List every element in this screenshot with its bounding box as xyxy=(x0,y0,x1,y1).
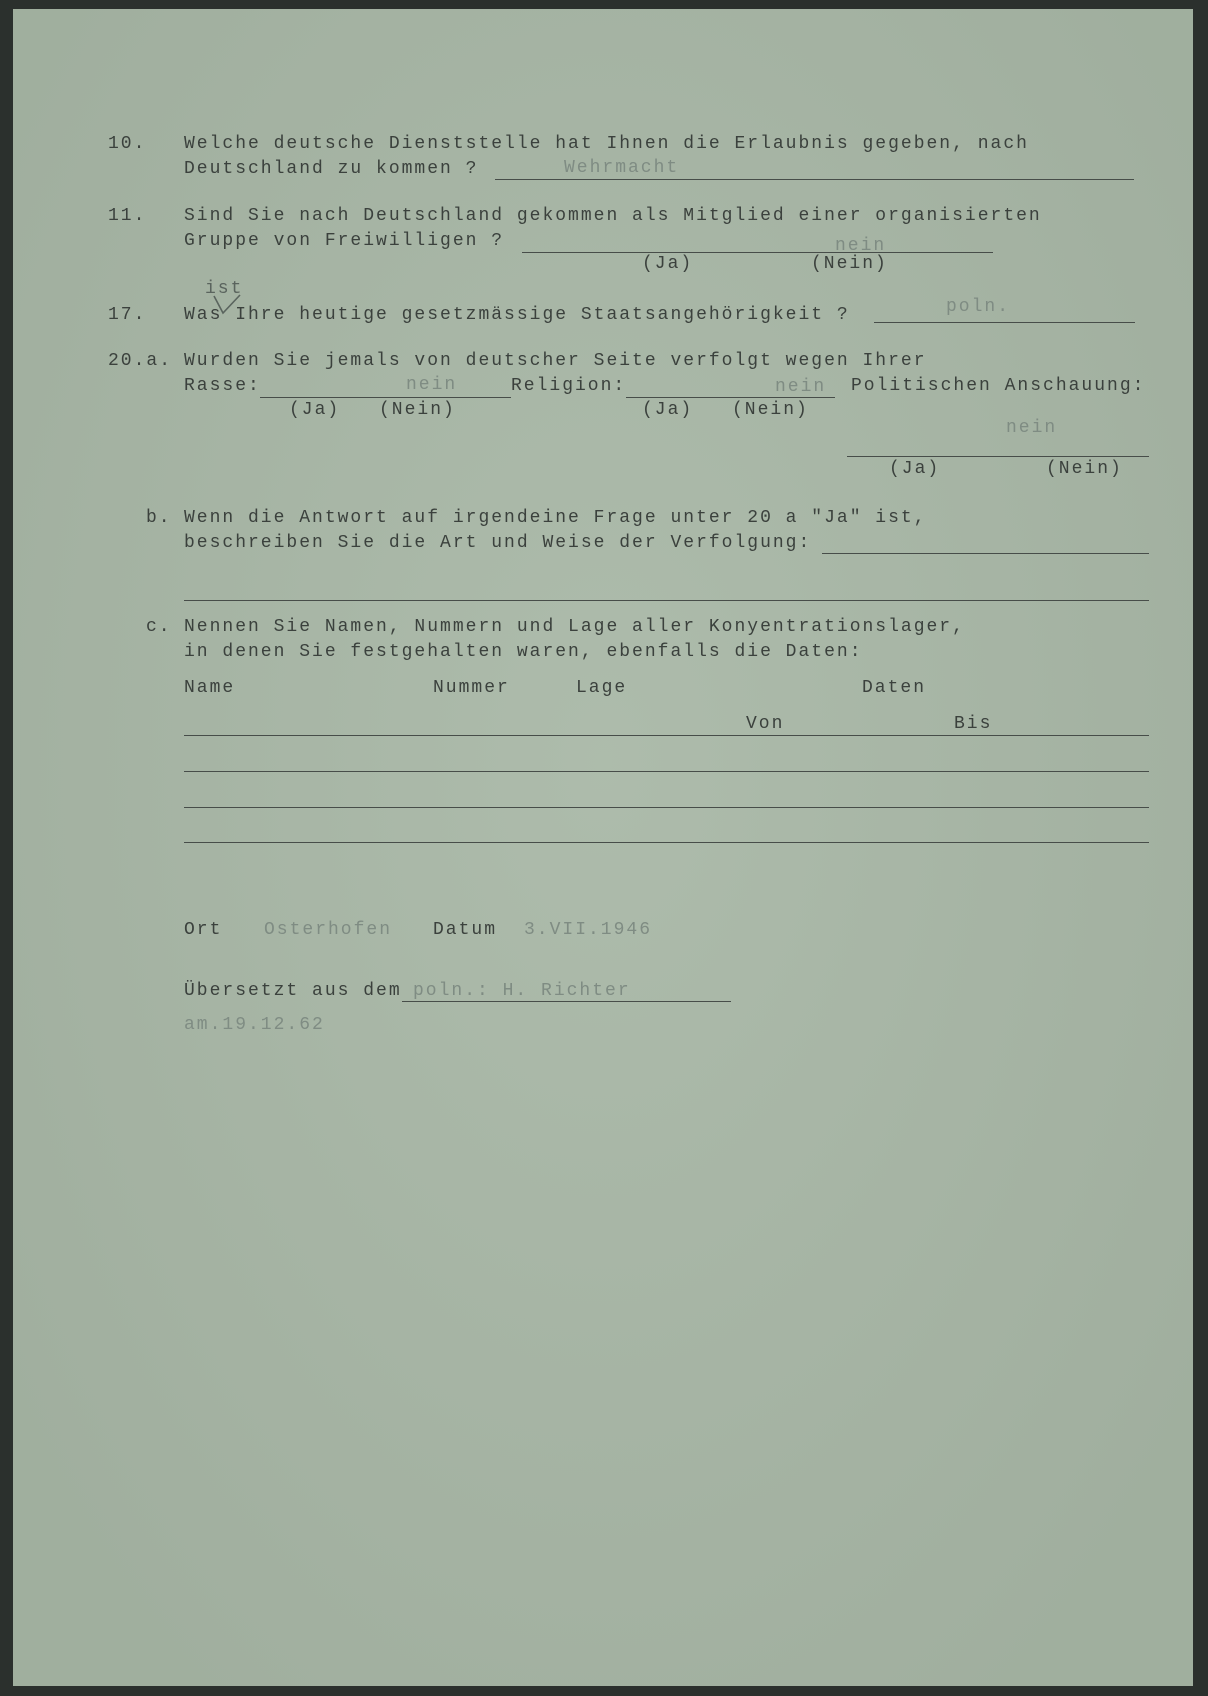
q20c-table-row xyxy=(184,771,1149,772)
q20c-question-line1: Nennen Sie Namen, Nummern und Lage aller Konyentrationslager, xyxy=(184,617,965,637)
q20c-column-dates: Daten xyxy=(862,678,927,698)
q20a-politics-option-yes: (Ja) xyxy=(889,459,941,479)
q20b-answer-line1 xyxy=(822,553,1149,554)
q17-number: 17. xyxy=(108,305,147,325)
q11-answer-line xyxy=(522,252,993,253)
q20a-politics-answer: nein xyxy=(1006,418,1058,438)
q20a-politics-option-no: (Nein) xyxy=(1046,459,1123,479)
q20c-question-line2: in denen Sie festgehalten waren, ebenfalls die Daten: xyxy=(184,642,863,662)
q20c-table-row xyxy=(184,842,1149,843)
translated-label: Übersetzt aus dem xyxy=(184,981,402,1001)
q11-number: 11. xyxy=(108,206,147,226)
q20a-religion-label: Religion: xyxy=(511,376,627,396)
q17-question: Was Ihre heutige gesetzmässige Staatsangehörigkeit ? xyxy=(184,305,850,325)
q11-answer: nein xyxy=(835,236,887,256)
q20a-race-line xyxy=(260,397,511,398)
translated-line xyxy=(402,1001,731,1002)
q11-option-yes: (Ja) xyxy=(642,254,694,274)
q20a-race-label: Rasse: xyxy=(184,376,261,396)
q20c-column-to: Bis xyxy=(954,714,993,734)
translated-on: am.19.12.62 xyxy=(184,1015,325,1035)
q20c-number: c. xyxy=(146,617,172,637)
paper-sheet xyxy=(13,9,1193,1686)
q20a-race-option-no: (Nein) xyxy=(379,400,456,420)
q20c-table-row xyxy=(184,735,1149,736)
q20a-number: 20.a. xyxy=(108,351,173,371)
q20a-politics-label: Politischen Anschauung: xyxy=(851,376,1146,396)
q20a-race-answer: nein xyxy=(406,375,458,395)
translated-by: poln.: H. Richter xyxy=(413,981,631,1001)
q11-question-line2: Gruppe von Freiwilligen ? xyxy=(184,231,505,251)
q20c-column-number: Nummer xyxy=(433,678,510,698)
date-value: 3.VII.1946 xyxy=(524,920,653,940)
q20a-religion-line xyxy=(626,397,835,398)
q20a-race-option-yes: (Ja) xyxy=(289,400,341,420)
q17-answer: poln. xyxy=(946,297,1011,317)
q11-question-line1: Sind Sie nach Deutschland gekommen als Mitglied einer organisierten xyxy=(184,206,1042,226)
place-label: Ort xyxy=(184,920,223,940)
q20c-column-location: Lage xyxy=(576,678,628,698)
q20a-religion-option-yes: (Ja) xyxy=(642,400,694,420)
q20a-religion-option-no: (Nein) xyxy=(732,400,809,420)
q20c-table-row xyxy=(184,807,1149,808)
date-label: Datum xyxy=(433,920,498,940)
q20a-question: Wurden Sie jemals von deutscher Seite verfolgt wegen Ihrer xyxy=(184,351,927,371)
q10-answer: Wehrmacht xyxy=(564,158,680,178)
q20c-column-name: Name xyxy=(184,678,236,698)
q11-option-no: (Nein) xyxy=(811,254,888,274)
q20c-column-from: Von xyxy=(746,714,785,734)
q20b-question-line2: beschreiben Sie die Art und Weise der Verfolgung: xyxy=(184,533,812,553)
q17-answer-line xyxy=(874,322,1135,323)
place-value: Osterhofen xyxy=(264,920,393,940)
q10-number: 10. xyxy=(108,134,147,154)
q20b-number: b. xyxy=(146,508,172,528)
q20b-answer-line2 xyxy=(184,600,1149,601)
q20a-religion-answer: nein xyxy=(775,377,827,397)
q20a-politics-line xyxy=(847,456,1149,457)
q10-answer-line xyxy=(495,179,1134,180)
q20b-question-line1: Wenn die Antwort auf irgendeine Frage unter 20 a "Ja" ist, xyxy=(184,508,927,528)
q17-insertion: ist xyxy=(205,279,244,299)
q10-question-line2: Deutschland zu kommen ? xyxy=(184,159,479,179)
q10-question-line1: Welche deutsche Dienststelle hat Ihnen die Erlaubnis gegeben, nach xyxy=(184,134,1029,154)
